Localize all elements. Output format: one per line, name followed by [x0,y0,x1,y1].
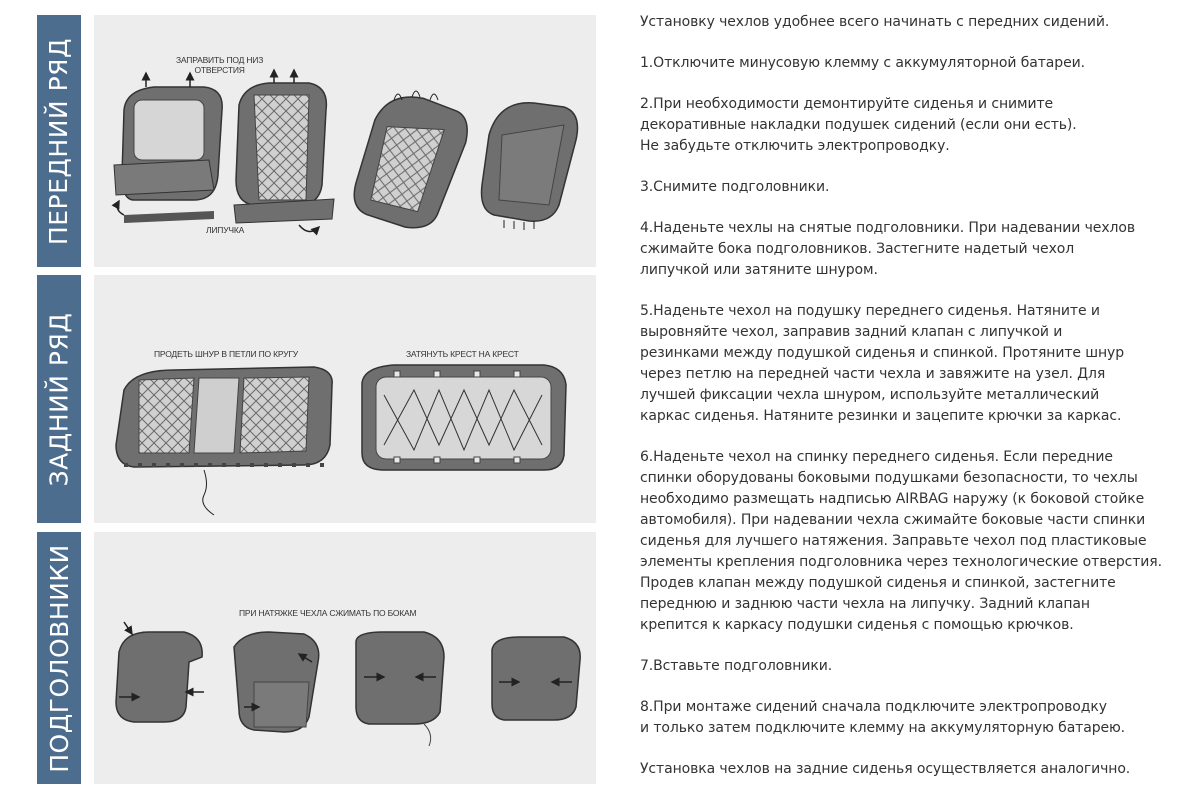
section-band-front [37,15,81,267]
rear-row-illustration-panel [94,275,596,523]
instruction-step-1: 1.Отключите минусовую клемму с аккумуляторной батареи. [640,55,1085,71]
rear-seat-illustration [94,275,596,523]
front-row-illustration-panel [94,15,596,267]
section-label-front: ПЕРЕДНИЙ РЯД [44,37,74,245]
front-seat-illustration [94,15,596,267]
instruction-step-7: 7.Вставьте подголовники. [640,658,833,674]
instruction-step-5: 5.Наденьте чехол на подушку переднего сиденья. Натяните и выровняйте чехол, заправив задний клапан с липучкой и резинками между подушкой сиденья и спинкой. Протяните шнур через петлю на передней части чехла и завяжите на узел. Для лучшей фиксации чехла шнуром, используйте металлический каркас сиденья. Натяните резинки и зацепите крючки за каркас. [640,303,1125,424]
instruction-step-8: 8.При монтаже сидений сначала подключите электропроводку и только затем подключите клемму на аккумуляторную батарею. [640,699,1126,736]
callout-tuck-under-holes: ЗАПРАВИТЬ ПОД НИЗ ОТВЕРСТИЯ [176,55,264,75]
instruction-outro: Установка чехлов на задние сиденья осуществляется аналогично. [640,761,1131,777]
headrests-illustration-panel [94,532,596,784]
instruction-step-3: 3.Снимите подголовники. [640,179,830,195]
callout-velcro: ЛИПУЧКА [206,225,245,235]
callout-tighten-crosswise: ЗАТЯНУТЬ КРЕСТ НА КРЕСТ [406,349,519,359]
instruction-step-4: 4.Наденьте чехлы на снятые подголовники. При надевании чехлов сжимайте бока подголовников. Застегните надетый чехол липучкой или затяните шнуром. [640,220,1135,278]
instruction-step-6: 6.Наденьте чехол на спинку переднего сиденья. Если передние спинки оборудованы боковыми подушками безопасности, то чехлы необходимо размещать надписью AIRBAG наружу (к боковой стойке автомобиля). При надевании чехла сжимайте боковые части спинки сиденья для лучшего натяжения. Заправьте чехол под пластиковые элементы крепления подголовника через технологические отверстия. Продев клапан между подушкой сиденья и спинкой, застегните переднюю и заднюю части чехла на липучку. Задний клапан крепится к каркасу подушки сиденья с помощью крючков. [640,449,1162,633]
section-label-headrests: ПОДГОЛОВНИКИ [44,543,74,773]
section-band-headrests [37,532,81,784]
section-label-rear: ЗАДНИЙ РЯД [44,312,74,486]
callout-thread-cord-loops: ПРОДЕТЬ ШНУР В ПЕТЛИ ПО КРУГУ [154,349,298,359]
instruction-intro: Установку чехлов удобнее всего начинать с передних сидений. [640,14,1110,30]
installation-instructions [640,12,1180,800]
headrest-illustration [94,532,596,784]
section-band-rear [37,275,81,523]
instruction-step-2: 2.При необходимости демонтируйте сиденья и снимите декоративные накладки подушек сидений (если они есть). Не забудьте отключить электропроводку. [640,96,1077,154]
callout-compress-sides: ПРИ НАТЯЖКЕ ЧЕХЛА СЖИМАТЬ ПО БОКАМ [239,608,417,618]
